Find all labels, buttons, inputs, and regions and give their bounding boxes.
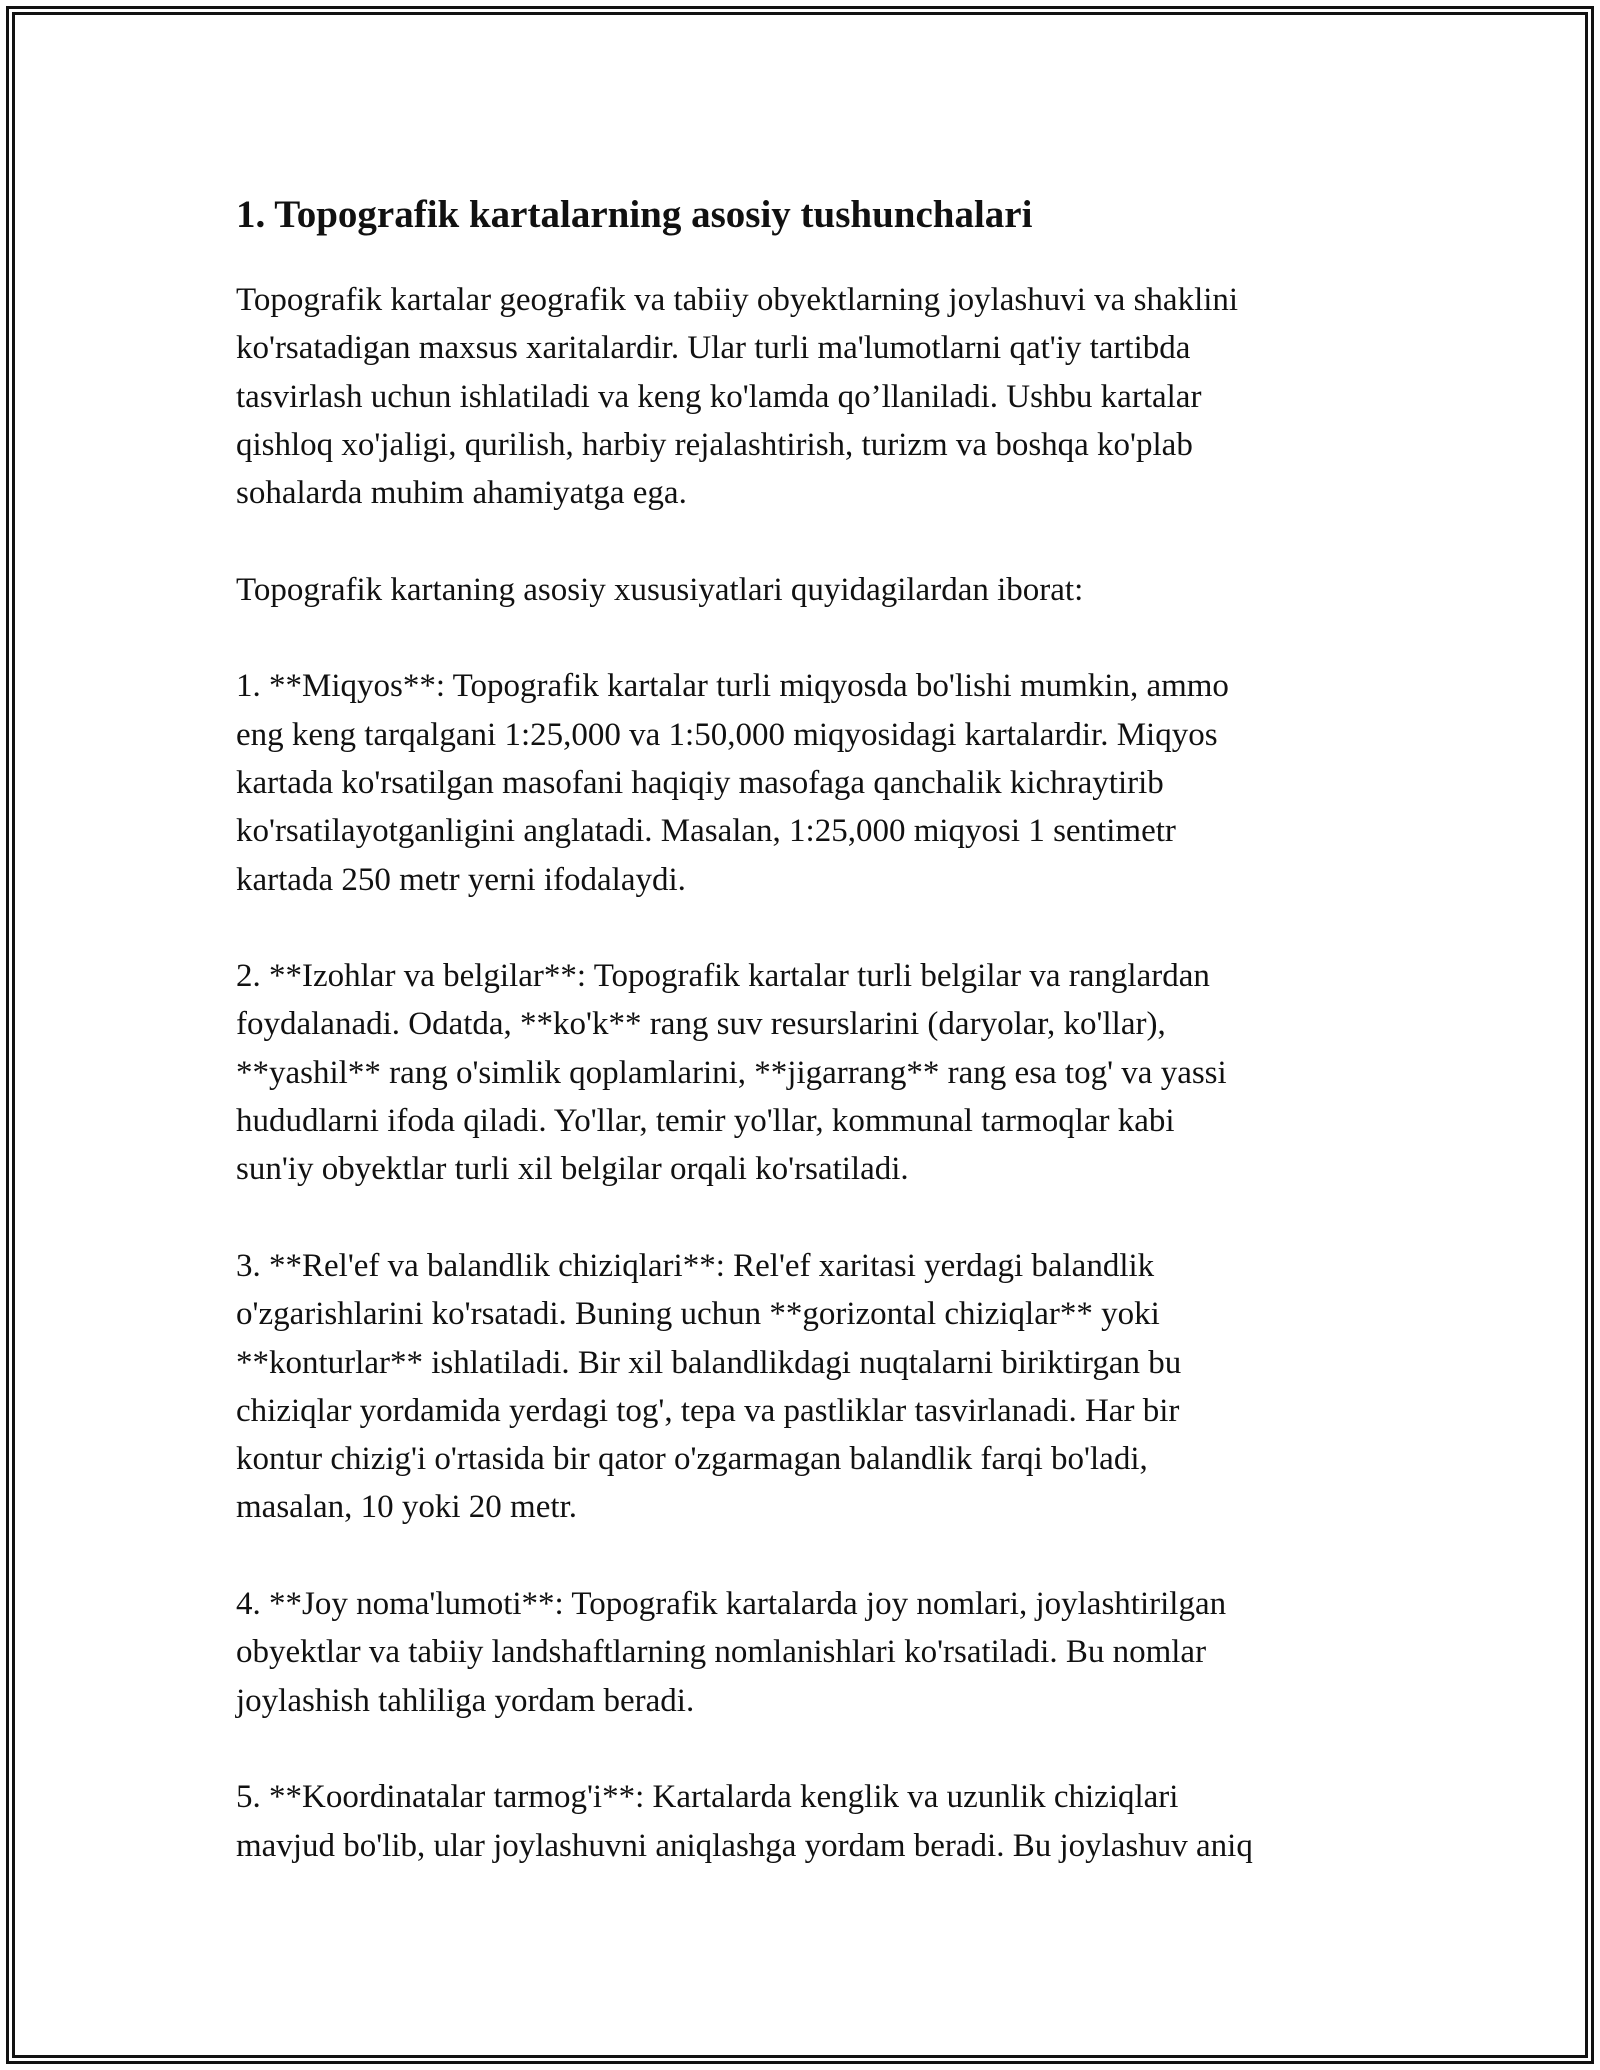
paragraph-intro bbox=[236, 276, 1416, 517]
text-line: o'zgarishlarini ko'rsatadi. Buning uchun **gorizontal chiziqlar** yoki bbox=[236, 1296, 1160, 1333]
paragraph-features-intro bbox=[236, 566, 1416, 614]
text-line: Topografik kartaning asosiy xususiyatlari quyidagilardan iborat: bbox=[236, 571, 1084, 608]
text-line: 3. **Rel'ef va balandlik chiziqlari**: Rel'ef xaritasi yerdagi balandlik bbox=[236, 1247, 1155, 1284]
text-line: ko'rsatilayotganligini anglatadi. Masalan, 1:25,000 miqyosi 1 sentimetr bbox=[236, 813, 1176, 850]
text-line: Topografik kartalar geografik va tabiiy obyektlarning joylashuvi va shaklini bbox=[236, 282, 1239, 318]
text-line: **konturlar** ishlatiladi. Bir xil balandlikdagi nuqtalarni biriktirgan bu bbox=[236, 1344, 1182, 1381]
section-heading: 1. Topografik kartalarning asosiy tushunchalari bbox=[236, 193, 1033, 236]
text-line: obyektlar va tabiiy landshaftlarning nomlanishlari ko'rsatiladi. Bu nomlar bbox=[236, 1634, 1207, 1671]
text-line: 4. **Joy noma'lumoti**: Topografik kartalarda joy nomlari, joylashtirilgan bbox=[236, 1586, 1227, 1623]
text-line: kontur chizig'i o'rtasida bir qator o'zgarmagan balandlik farqi bo'ladi, bbox=[236, 1441, 1148, 1478]
text-line: foydalanadi. Odatda, **ko'k** rang suv resurslarini (daryolar, ko'llar), bbox=[236, 1006, 1166, 1043]
text-line: mavjud bo'lib, ular joylashuvni aniqlashga yordam beradi. Bu joylashuv aniq bbox=[236, 1827, 1253, 1864]
text-line: 5. **Koordinatalar tarmog'i**: Kartalarda kenglik va uzunlik chiziqlari bbox=[236, 1779, 1179, 1816]
text-line: **yashil** rang o'simlik qoplamlarini, **jigarrang** rang esa tog' va yassi bbox=[236, 1054, 1227, 1091]
text-line: kartada 250 metr yerni ifodalaydi. bbox=[236, 861, 686, 898]
text-line: sun'iy obyektlar turli xil belgilar orqali ko'rsatiladi. bbox=[236, 1151, 909, 1188]
paragraph-item-relief bbox=[236, 1242, 1416, 1532]
text-line: eng keng tarqalgani 1:25,000 va 1:50,000 miqyosidagi kartalardir. Miqyos bbox=[236, 716, 1218, 753]
paragraph-item-symbols bbox=[236, 952, 1416, 1193]
text-line: hududlarni ifoda qiladi. Yo'llar, temir yo'llar, kommunal tarmoqlar kabi bbox=[236, 1103, 1175, 1140]
text-line: qishloq xo'jaligi, qurilish, harbiy rejalashtirish, turizm va boshqa ko'plab bbox=[236, 426, 1193, 463]
text-line: tasvirlash uchun ishlatiladi va keng ko'lamda qo’llaniladi. Ushbu kartalar bbox=[236, 378, 1202, 415]
text-line: ko'rsatadigan maxsus xaritalardir. Ular turli ma'lumotlarni qat'iy tartibda bbox=[236, 330, 1191, 367]
text-line: kartada ko'rsatilgan masofani haqiqiy masofaga qanchalik kichraytirib bbox=[236, 764, 1164, 801]
document-body bbox=[236, 190, 1416, 1870]
text-line: joylashish tahliliga yordam beradi. bbox=[236, 1682, 695, 1719]
text-line: masalan, 10 yoki 20 metr. bbox=[236, 1489, 577, 1526]
paragraph-item-scale bbox=[236, 662, 1416, 903]
text-line: 1. **Miqyos**: Topografik kartalar turli miqyosda bo'lishi mumkin, ammo bbox=[236, 668, 1229, 705]
text-line: 2. **Izohlar va belgilar**: Topografik kartalar turli belgilar va ranglardan bbox=[236, 958, 1210, 995]
paragraph-item-place-names bbox=[236, 1580, 1416, 1725]
paragraph-item-coordinates bbox=[236, 1773, 1416, 1870]
text-line: sohalarda muhim ahamiyatga ega. bbox=[236, 475, 687, 512]
text-line: chiziqlar yordamida yerdagi tog', tepa va pastliklar tasvirlanadi. Har bir bbox=[236, 1392, 1180, 1429]
